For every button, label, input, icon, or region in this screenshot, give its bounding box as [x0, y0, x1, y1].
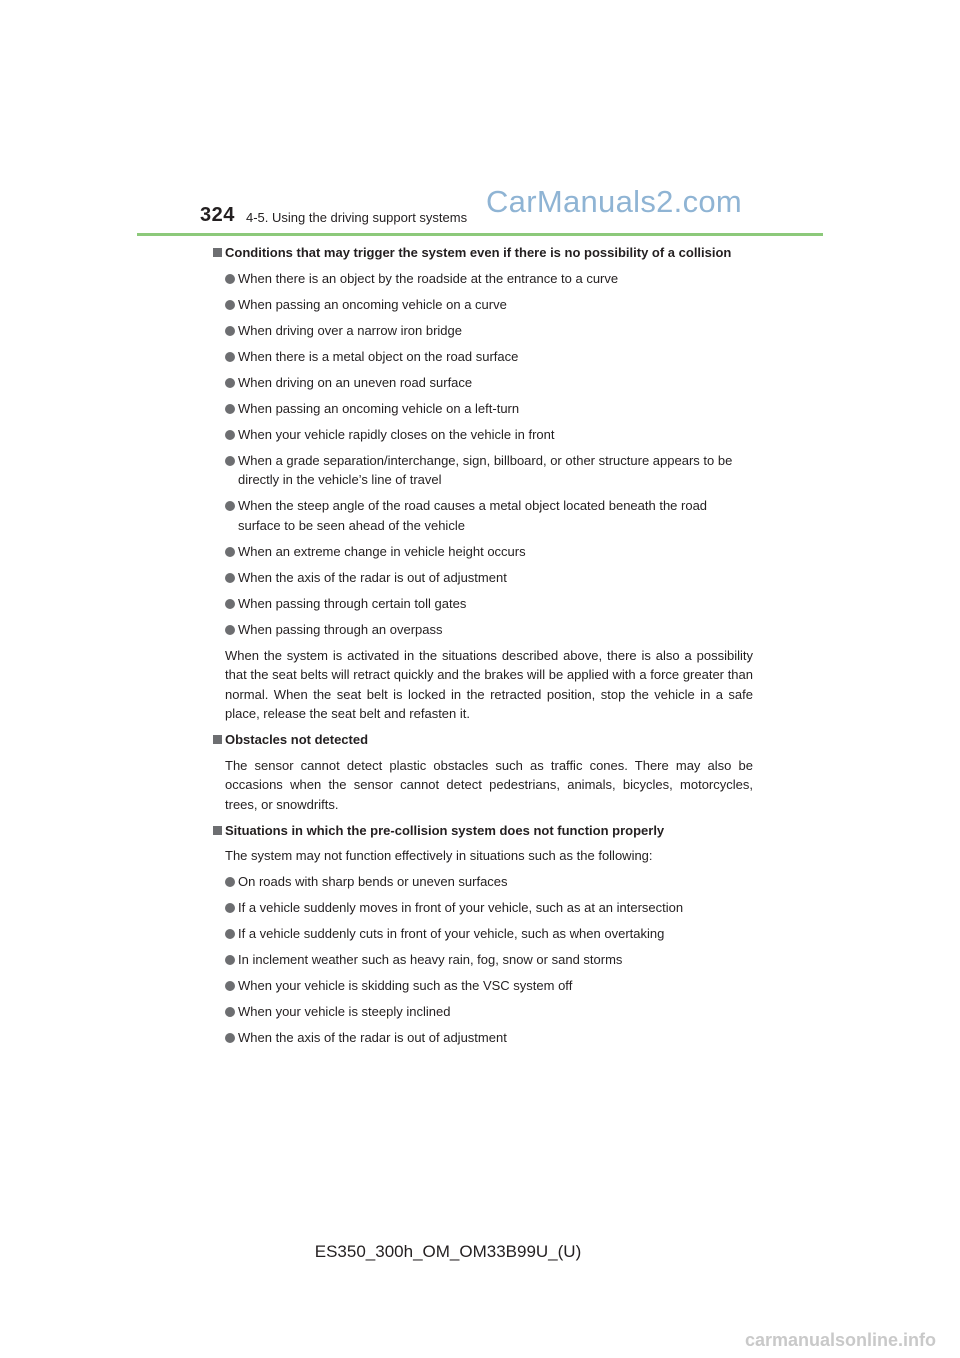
round-bullet-icon [225, 1033, 235, 1043]
round-bullet-icon [225, 352, 235, 362]
round-bullet-icon [225, 1007, 235, 1017]
list-item [213, 295, 753, 315]
list-item-text: When your vehicle is steeply inclined [238, 1004, 451, 1019]
list-item [213, 496, 753, 535]
round-bullet-icon [225, 326, 235, 336]
round-bullet-icon [225, 955, 235, 965]
list-item-text: If a vehicle suddenly moves in front of your vehicle, such as at an intersection [238, 900, 684, 915]
square-bullet-icon [213, 248, 222, 257]
list-item [213, 924, 753, 944]
heading-text: Obstacles not detected [225, 732, 369, 747]
list-item [213, 568, 753, 588]
document-code: ES350_300h_OM_OM33B99U_(U) [314, 1242, 582, 1261]
list-item-text: When passing an oncoming vehicle on a left-turn [238, 400, 520, 416]
watermark-carmanuals2: CarManuals2.com [486, 184, 743, 219]
list-item [213, 1002, 753, 1022]
page-content [213, 243, 753, 1054]
list-item [213, 542, 753, 562]
list-item-text: When a grade separation/interchange, sign, billboard, or other structure appears to be directly in the vehicle’s line of travel [238, 452, 733, 487]
section-heading [213, 821, 753, 841]
round-bullet-icon [225, 456, 235, 466]
round-bullet-icon [225, 547, 235, 557]
list-item [213, 898, 753, 918]
list-item-text: When the axis of the radar is out of adjustment [238, 569, 507, 585]
list-item-text: In inclement weather such as heavy rain, fog, snow or sand storms [238, 952, 623, 967]
round-bullet-icon [225, 599, 235, 609]
heading-text: Situations in which the pre-collision system does not function properly [225, 822, 665, 838]
list-item-text: On roads with sharp bends or uneven surfaces [238, 874, 508, 889]
body-paragraph: When the system is activated in the situations described above, there is also a possibility that the seat belts will retract quickly and the brakes will be applied with a force greater than normal. When the seat belt is locked in the retracted position, stop the vehicle in a safe place, release the seat belt and refasten it. [225, 647, 753, 721]
list-item [213, 976, 753, 996]
page-number: 324 [200, 204, 235, 226]
list-item-text: When an extreme change in vehicle height occurs [238, 543, 526, 559]
round-bullet-icon [225, 430, 235, 440]
list-item-text: When the axis of the radar is out of adjustment [238, 1030, 507, 1045]
round-bullet-icon [225, 274, 235, 284]
body-paragraph: The system may not function effectively in situations such as the following: [225, 848, 653, 863]
list-item [213, 321, 753, 341]
page-header [200, 184, 830, 236]
list-item [213, 451, 753, 490]
header-divider [137, 233, 823, 236]
section-heading [213, 243, 753, 263]
section-title: 4-5. Using the driving support systems [246, 210, 468, 225]
body-paragraph: The sensor cannot detect plastic obstacles such as traffic cones. There may also be occasions when the sensor cannot detect pedestrians, animals, bicycles, motorcycles, trees, or snowdrifts. [225, 757, 753, 812]
list-item-text: If a vehicle suddenly cuts in front of your vehicle, such as when overtaking [238, 926, 665, 941]
list-item [213, 269, 753, 289]
list-item [213, 950, 753, 970]
list-item [213, 620, 753, 640]
list-item-text: When there is a metal object on the road surface [238, 348, 519, 364]
list-item-text: When passing through an overpass [238, 621, 443, 637]
round-bullet-icon [225, 625, 235, 635]
square-bullet-icon [213, 735, 222, 744]
list-item-text: When passing through certain toll gates [238, 595, 467, 611]
round-bullet-icon [225, 300, 235, 310]
list-item [213, 347, 753, 367]
round-bullet-icon [225, 378, 235, 388]
list-item [213, 399, 753, 419]
round-bullet-icon [225, 404, 235, 414]
list-item [213, 1028, 753, 1048]
list-item-text: When your vehicle is skidding such as the VSC system off [238, 978, 573, 993]
round-bullet-icon [225, 929, 235, 939]
round-bullet-icon [225, 501, 235, 511]
list-item [213, 872, 753, 892]
round-bullet-icon [225, 981, 235, 991]
section-heading [213, 730, 753, 750]
heading-text: Conditions that may trigger the system even if there is no possibility of a collision [225, 245, 732, 260]
list-item-text: When driving over a narrow iron bridge [238, 322, 462, 338]
list-item-text: When your vehicle rapidly closes on the vehicle in front [238, 426, 555, 442]
list-item [213, 425, 753, 445]
list-item-text: When driving on an uneven road surface [238, 374, 473, 390]
round-bullet-icon [225, 573, 235, 583]
round-bullet-icon [225, 877, 235, 887]
list-item [213, 373, 753, 393]
watermark-carmanualsonline: carmanualsonline.info [744, 1330, 936, 1350]
list-item-text: When passing an oncoming vehicle on a curve [238, 296, 507, 312]
list-item [213, 594, 753, 614]
list-item-text: When there is an object by the roadside at the entrance to a curve [238, 270, 619, 286]
list-item-text: When the steep angle of the road causes a metal object located beneath the road surface to be seen ahead of the vehicle [238, 498, 708, 533]
round-bullet-icon [225, 903, 235, 913]
square-bullet-icon [213, 826, 222, 835]
